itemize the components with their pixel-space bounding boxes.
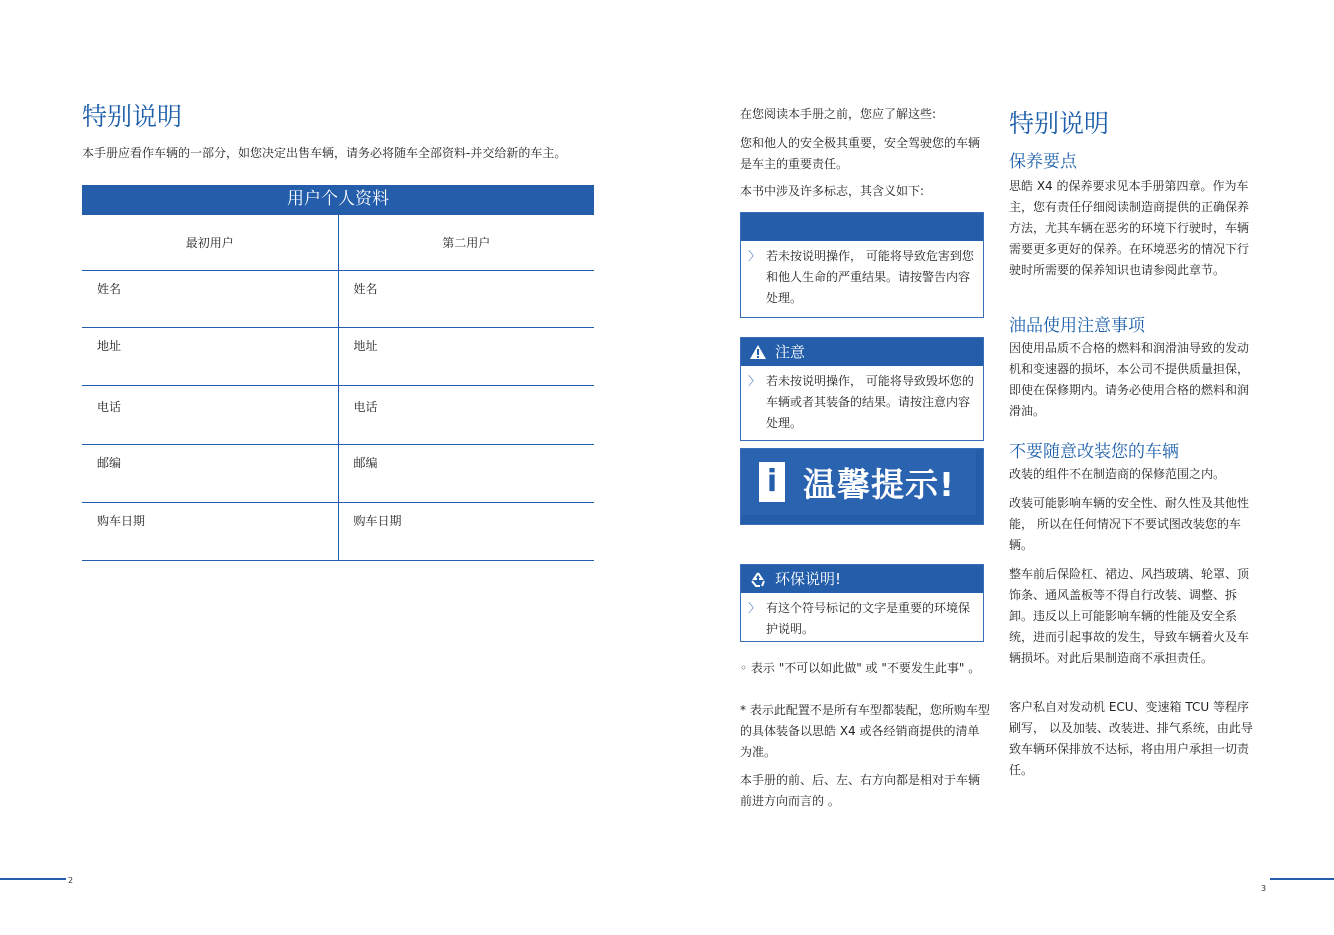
tip-banner [740, 448, 984, 525]
personal-info-table [82, 185, 594, 561]
warning-box-body [741, 241, 983, 315]
section-heading-modification: 不要随意改装您的车辆 [1009, 442, 1179, 462]
mid-intro-3: 本书中涉及许多标志，其含义如下: [740, 184, 925, 198]
left-footer-line [0, 878, 66, 880]
table-cell: 姓名 [338, 271, 595, 327]
table-cell: 邮编 [338, 445, 595, 502]
left-intro-text: 本手册应看作车辆的一部分，如您决定出售车辆，请务必将随车全部资料-并交给新的车主。 [82, 146, 567, 160]
column-first-owner: 最初用户 [185, 236, 234, 250]
table-row [82, 386, 594, 445]
section-paragraph: 整车前后保险杠、裙边、风挡玻璃、轮罩、顶饰条、通风盖板等不得自行改装、调整、拆卸。违反以上可能影响车辆的性能及安全系统，进而引起事故的发生，导致车辆着火及车辆损坏。对此后果制造商不承担责任。 [1009, 567, 1250, 665]
caution-box-body [741, 366, 983, 440]
column-second-owner: 第二用户 [338, 215, 595, 270]
table-cell: 地址 [338, 328, 595, 385]
table-cell: 邮编 [97, 456, 122, 470]
mid-note-1: ◦ 表示 "不可以如此做" 或 "不要发生此事" 。 [740, 661, 981, 675]
caution-box-header [741, 338, 983, 366]
right-page-title: 特别说明 [1009, 109, 1110, 138]
right-page-number: 3 [1261, 884, 1267, 893]
caution-box [740, 337, 984, 441]
caution-box-text: 若未按说明操作， 可能将导致毁坏您的车辆或者其装备的结果。请按注意内容处理。 [766, 374, 974, 430]
table-cell: 电话 [97, 400, 122, 414]
table-cell: 姓名 [97, 282, 122, 296]
caution-box-title: 注意 [775, 343, 806, 361]
section-paragraph: 改装的组件不在制造商的保修范围之内。 [1009, 467, 1226, 481]
recycle-icon [749, 571, 767, 587]
chevron-right-icon: 〉 [748, 601, 761, 615]
table-row [82, 271, 594, 328]
warning-box-header [741, 213, 983, 241]
mid-note-3: 本手册的前、后、左、右方向都是相对于车辆前进方向而言的 。 [740, 773, 981, 808]
tip-banner-inner [741, 449, 976, 515]
section-paragraph: 改装可能影响车辆的安全性、耐久性及其他性能， 所以在任何情况下不要试图改装您的车辆。 [1009, 496, 1250, 552]
table-row [82, 328, 594, 386]
info-icon: i [759, 462, 785, 502]
personal-info-table-header: 用户个人资料 [82, 185, 594, 215]
warning-box-text: 若未按说明操作， 可能将导致危害到您和他人生命的严重结果。请按警告内容处理。 [766, 249, 974, 305]
left-page-title: 特别说明 [82, 102, 183, 131]
table-cell: 地址 [97, 339, 122, 353]
mid-note-2: * 表示此配置不是所有车型都装配，您所购车型的具体装备以思皓 X4 或各经销商提供的清单为准。 [740, 703, 990, 759]
eco-box-body [741, 593, 983, 646]
mid-intro-1: 在您阅读本手册之前，您应了解这些: [740, 107, 937, 121]
right-footer-line [1270, 878, 1334, 880]
chevron-right-icon: 〉 [748, 249, 761, 263]
section-paragraph: 客户私自对发动机 ECU、变速箱 TCU 等程序刷写， 以及加装、改装进、排气系统，由此导致车辆环保排放不达标，将由用户承担一切责任。 [1009, 700, 1253, 777]
chevron-right-icon: 〉 [748, 374, 761, 388]
eco-box [740, 564, 984, 642]
section-heading-oil: 油品使用注意事项 [1009, 316, 1145, 336]
table-cell: 购车日期 [97, 514, 146, 528]
eco-box-text: 有这个符号标记的文字是重要的环境保护说明。 [766, 601, 971, 636]
left-page-number: 2 [68, 876, 74, 885]
warning-triangle-icon [749, 344, 767, 360]
section-heading-maintenance: 保养要点 [1009, 152, 1077, 172]
section-paragraph: 因使用品质不合格的燃料和润滑油导致的发动机和变速器的损坏，本公司不提供质量担保， 即使在保修期内。请务必使用合格的燃料和润滑油。 [1009, 341, 1250, 418]
tip-banner-text: 温馨提示! [803, 464, 956, 504]
eco-box-title: 环保说明! [775, 570, 842, 588]
mid-intro-2: 您和他人的安全极其重要，安全驾驶您的车辆是车主的重要责任。 [740, 136, 981, 171]
eco-box-header [741, 565, 983, 593]
section-paragraph: 思皓 X4 的保养要求见本手册第四章。作为车主，您有责任仔细阅读制造商提供的正确保养方法，尤其车辆在恶劣的环境下行驶时，车辆需要更多更好的保养。在环境恶劣的情况下行驶时所需要的保养知识也请参阅此章节。 [1009, 179, 1250, 277]
table-column-headers [82, 215, 594, 271]
table-row [82, 445, 594, 503]
warning-box [740, 212, 984, 318]
table-row [82, 503, 594, 561]
table-cell: 电话 [338, 386, 595, 444]
table-cell: 购车日期 [338, 503, 595, 560]
